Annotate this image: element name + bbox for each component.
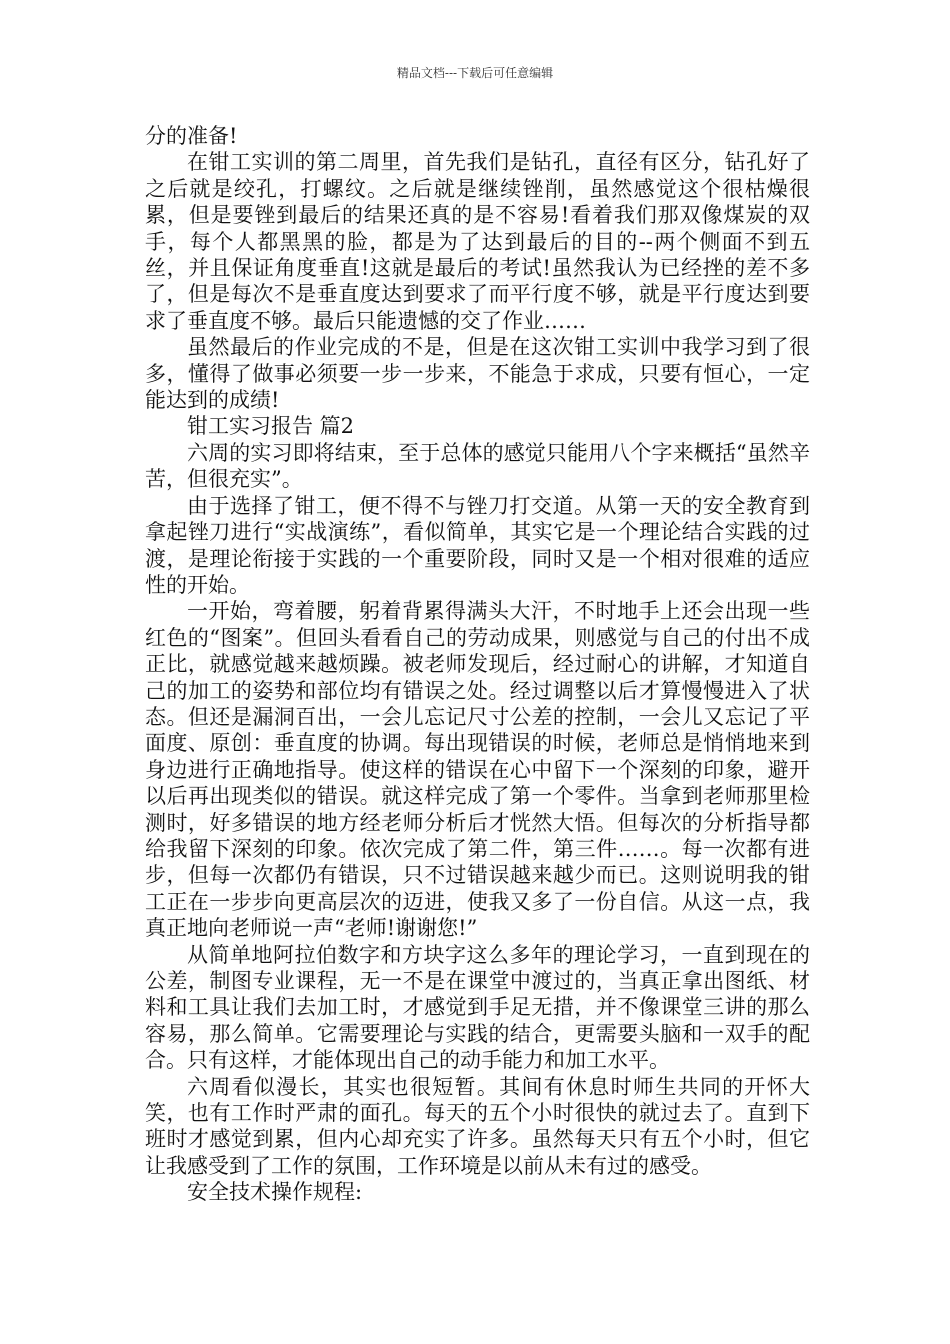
- section-heading: 钳工实习报告 篇2: [187, 414, 355, 439]
- paragraph: 安全技术操作规程:: [187, 1180, 363, 1205]
- paragraph: 从简单地阿拉伯数字和方块字这么多年的理论学习，一直到现在的公差，制图专业课程，无一不是在课堂中渡过的，当真正拿出图纸、材料和工具让我们去加工时，才感觉到手足无措，并不像课堂三讲的那么容易，那么简单。它需要理论与实践的结合，更需要头脑和一双手的配合。只有这样，才能体现出自己的动手能力和加工水平。: [145, 942, 810, 1073]
- paragraph: 在钳工实训的第二周里，首先我们是钻孔，直径有区分，钻孔好了之后就是绞孔，打螺纹。之后就是继续锉削，虽然感觉这个很枯燥很累，但是要锉到最后的结果还真的是不容易!看着我们那双像煤炭的双手，每个人都黑黑的脸，都是为了达到最后的目的--两个侧面不到五丝，并且保证角度垂直!这就是最后的考试!虽然我认为已经挫的差不多了，但是每次不是垂直度达到要求了而平行度不够，就是平行度达到要求了垂直度不够。最后只能遗憾的交了作业……: [145, 150, 810, 333]
- paragraph: 分的准备!: [145, 124, 238, 148]
- document-body: [145, 123, 810, 1206]
- paragraph: 由于选择了钳工，便不得不与锉刀打交道。从第一天的安全教育到拿起锉刀进行“实战演练”，看似简单，其实它是一个理论结合实践的过渡，是理论衔接于实践的一个重要阶段，同时又是一个相对很难的适应性的开始。: [145, 493, 810, 597]
- paragraph: 六周看似漫长，其实也很短暂。其间有休息时师生共同的开怀大笑，也有工作时严肃的面孔。每天的五个小时很快的就过去了。直到下班时才感觉到累，但内心却充实了许多。虽然每天只有五个小时，但它让我感受到了工作的氛围，工作环境是以前从未有过的感受。: [145, 1074, 810, 1178]
- page-header: 精品文档---下载后可任意编辑: [396, 66, 554, 80]
- paragraph: 一开始，弯着腰，躬着背累得满头大汗，不时地手上还会出现一些红色的“图案”。但回头看看自己的劳动成果，则感觉与自己的付出不成正比，就感觉越来越烦躁。被老师发现后，经过耐心的讲解，才知道自己的加工的姿势和部位均有错误之处。经过调整以后才算慢慢进入了状态。但还是漏洞百出，一会儿忘记尺寸公差的控制，一会儿又忘记了平面度、原创：垂直度的协调。每出现错误的时候，老师总是悄悄地来到身边进行正确地指导。使这样的错误在心中留下一个深刻的印象，避开以后再出现类似的错误。就这样完成了第一个零件。当拿到老师那里检测时，好多错误的地方经老师分析后才恍然大悟。但每次的分析指导都给我留下深刻的印象。依次完成了第二件，第三件……。每一次都有进步，但每一次都仍有错误，只不过错误越来越少而已。这则说明我的钳工正在一步步向更高层次的迈进，使我又多了一份自信。从这一点，我真正地向老师说一声“老师!谢谢您!”: [145, 599, 810, 941]
- paragraph: 六周的实习即将结束，至于总体的感觉只能用八个字来概括“虽然辛苦，但很充实”。: [145, 440, 810, 492]
- paragraph: 虽然最后的作业完成的不是，但是在这次钳工实训中我学习到了很多，懂得了做事必须要一步一步来，不能急于求成，只要有恒心，一定能达到的成绩!: [145, 335, 810, 413]
